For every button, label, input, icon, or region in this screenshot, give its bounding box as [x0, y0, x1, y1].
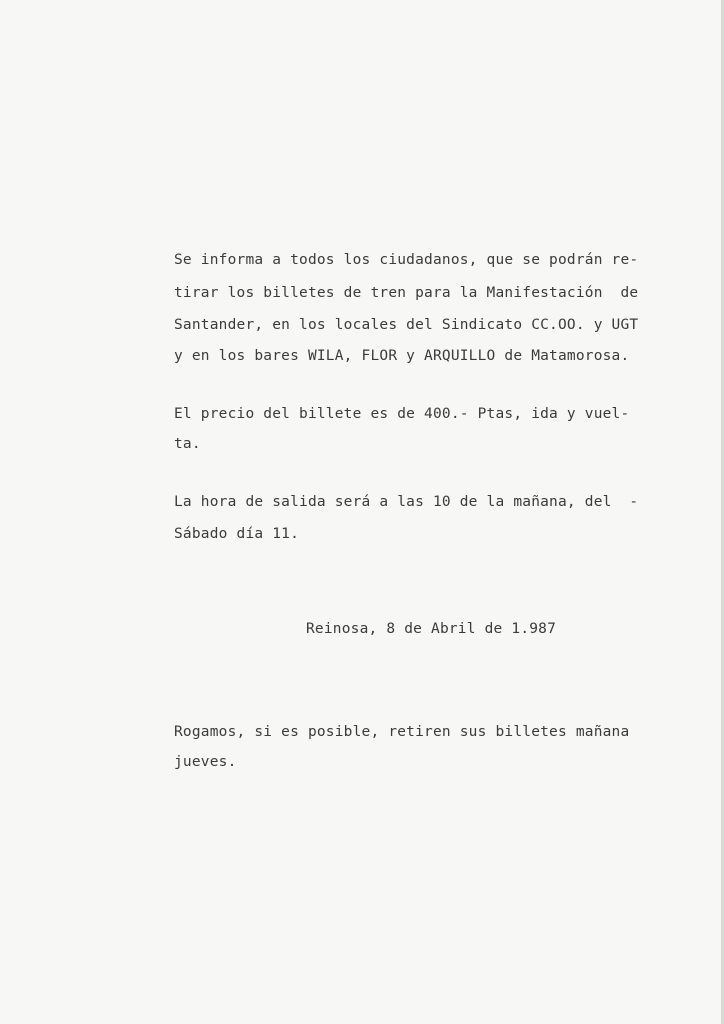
paragraph2-line1: El precio del billete es de 400.- Ptas, ida y vuel- — [174, 406, 630, 422]
paragraph1-line1: Se informa a todos los ciudadanos, que se podrán re- — [174, 252, 639, 268]
paragraph2-line2: ta. — [174, 436, 201, 452]
paragraph1-line4: y en los bares WILA, FLOR y ARQUILLO de Matamorosa. — [174, 348, 630, 364]
paragraph3-line1: La hora de salida será a las 10 de la mañana, del - — [174, 494, 639, 510]
note-line2: jueves. — [174, 754, 237, 770]
paragraph3-line2: Sábado día 11. — [174, 526, 300, 542]
note-line1: Rogamos, si es posible, retiren sus billetes mañana — [174, 724, 630, 740]
paragraph1-line3: Santander, en los locales del Sindicato CC.OO. y UGT — [174, 317, 639, 333]
place-date: Reinosa, 8 de Abril de 1.987 — [306, 621, 557, 637]
paragraph1-line2: tirar los billetes de tren para la Manifestación de — [174, 285, 639, 301]
